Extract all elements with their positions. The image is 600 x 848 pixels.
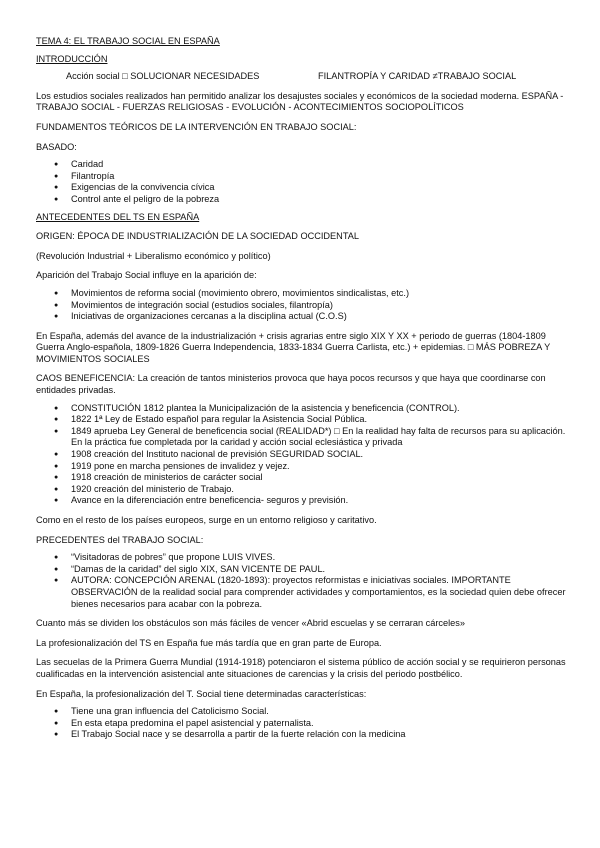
list-item: ● 1908 creación del Instituto nacional de previsión SEGURIDAD SOCIAL. [36,449,566,461]
caracteristicas-list [36,706,566,741]
list-item: ● Control ante el peligro de la pobreza [36,194,566,206]
list-item: ● Movimientos de reforma social (movimiento obrero, movimientos sindicalistas, etc.) [36,288,566,300]
estudios-paragraph: Los estudios sociales realizados han permitido analizar los desajustes sociales y económicos de la sociedad moderna. ESPAÑA - TRABAJO SOCIAL - FUERZAS RELIGIOSAS - EVOLUCIÓN - ACONTECIMIENTOS SOCIOPOLÍTICOS [36,90,564,113]
list-item: ● 1822 1ª Ley de Estado español para regular la Asistencia Social Pública. [36,414,566,426]
document-page [36,36,566,741]
precedentes-heading: PRECEDENTES del TRABAJO SOCIAL: [36,534,204,545]
document-title: TEMA 4: EL TRABAJO SOCIAL EN ESPAÑA [36,36,220,46]
antecedentes-heading: ANTECEDENTES DEL TS EN ESPAÑA [36,211,200,222]
accion-line [36,71,566,83]
origen-heading: ORIGEN: ÉPOCA DE INDUSTRIALIZACIÓN DE LA SOCIEDAD OCCIDENTAL [36,231,359,242]
list-item: ● 1849 aprueba Ley General de beneficencia social (REALIDAD*) □ En la realidad hay falta de recursos para su aplicación. En la práctica fue completada por la caridad y acción social eclesiástica y privada [36,426,566,449]
list-item: ● 1920 creación del ministerio de Trabajo. [36,484,566,496]
caos-paragraph: CAOS BENEFICENCIA: La creación de tantos ministerios provoca que haya pocos recursos y que haya que coordinarse con entidades privadas. [36,373,546,396]
list-item: ● El Trabajo Social nace y se desarrolla a partir de la fuerte relación con la medicina [36,729,566,741]
list-item: ● AUTORA: CONCEPCIÓN ARENAL (1820-1893): proyectos reformistas e iniciativas sociales. IMPORTANTE OBSERVACIÓN de la realidad social para comprender actividades y comportamientos, es la sociedad quien debe ofrecer bienes necesarios para acabar con la pobreza. [36,575,566,610]
revolucion-text: (Revolución Industrial + Liberalismo económico y político) [36,250,271,261]
aparicion-text: Aparición del Trabajo Social influye en la aparición de: [36,270,257,281]
intro-heading: INTRODUCCIÓN [36,53,108,64]
list-item: ● 1918 creación de ministerios de carácter social [36,472,566,484]
list-item: ● Filantropía [36,171,566,183]
aparicion-list [36,288,566,323]
como-paragraph: Como en el resto de los países europeos, surge en un entorno religioso y caritativo. [36,515,377,525]
basado-list [36,159,566,205]
list-item: ● En esta etapa predomina el papel asistencial y paternalista. [36,718,566,730]
filantropia-text: FILANTROPÍA Y CARIDAD ≠TRABAJO SOCIAL [318,71,517,82]
list-item: ● Avance en la diferenciación entre beneficencia- seguros y previsión. [36,495,566,507]
basado-label: BASADO: [36,141,77,152]
list-item: ● Iniciativas de organizaciones cercanas a la disciplina actual (C.O.S) [36,311,566,323]
list-item: ● “Damas de la caridad” del siglo XIX, SAN VICENTE DE PAUL. [36,564,566,576]
profesionalizacion-paragraph: La profesionalización del TS en España fue más tardía que en gran parte de Europa. [36,637,382,648]
fundamentos-heading: FUNDAMENTOS TEÓRICOS DE LA INTERVENCIÓN EN TRABAJO SOCIAL: [36,121,357,132]
list-item: ● 1919 pone en marcha pensiones de invalidez y vejez. [36,461,566,473]
caos-list [36,403,566,507]
list-item: ● Exigencias de la convivencia cívica [36,182,566,194]
list-item: ● Caridad [36,159,566,171]
list-item: ● Movimientos de integración social (estudios sociales, filantropía) [36,300,566,312]
accion-social-text: Acción social □ SOLUCIONAR NECESIDADES [66,71,260,82]
en-espana2-paragraph: En España, la profesionalización del T. Social tiene determinadas características: [36,688,367,699]
cuanto-paragraph: Cuanto más se dividen los obstáculos son más fáciles de vencer «Abrid escuelas y se cerraran cárceles» [36,618,465,629]
en-espana-paragraph: En España, además del avance de la industrialización + crisis agrarias entre siglo XIX Y XX + periodo de guerras (1804-1809 Guerra Anglo-española, 1809-1826 Guerra Independencia, 1833-1834 Guerra Carlista, etc.) + epidemias. □ MÁS POBREZA Y MOVIMIENTOS SOCIALES [36,330,551,364]
list-item: ● “Visitadoras de pobres” que propone LUIS VIVES. [36,552,566,564]
precedentes-list [36,552,566,610]
list-item: ● CONSTITUCIÓN 1812 plantea la Municipalización de la asistencia y beneficencia (CONTROL). [36,403,566,415]
secuelas-paragraph: Las secuelas de la Primera Guerra Mundial (1914-1918) potenciaron el sistema público de acción social y se requirieron personas cualificadas en la intervención asistencial ante situaciones de carencias y la crisis del periodo postbélico. [36,657,566,679]
list-item: ● Tiene una gran influencia del Catolicismo Social. [36,706,566,718]
